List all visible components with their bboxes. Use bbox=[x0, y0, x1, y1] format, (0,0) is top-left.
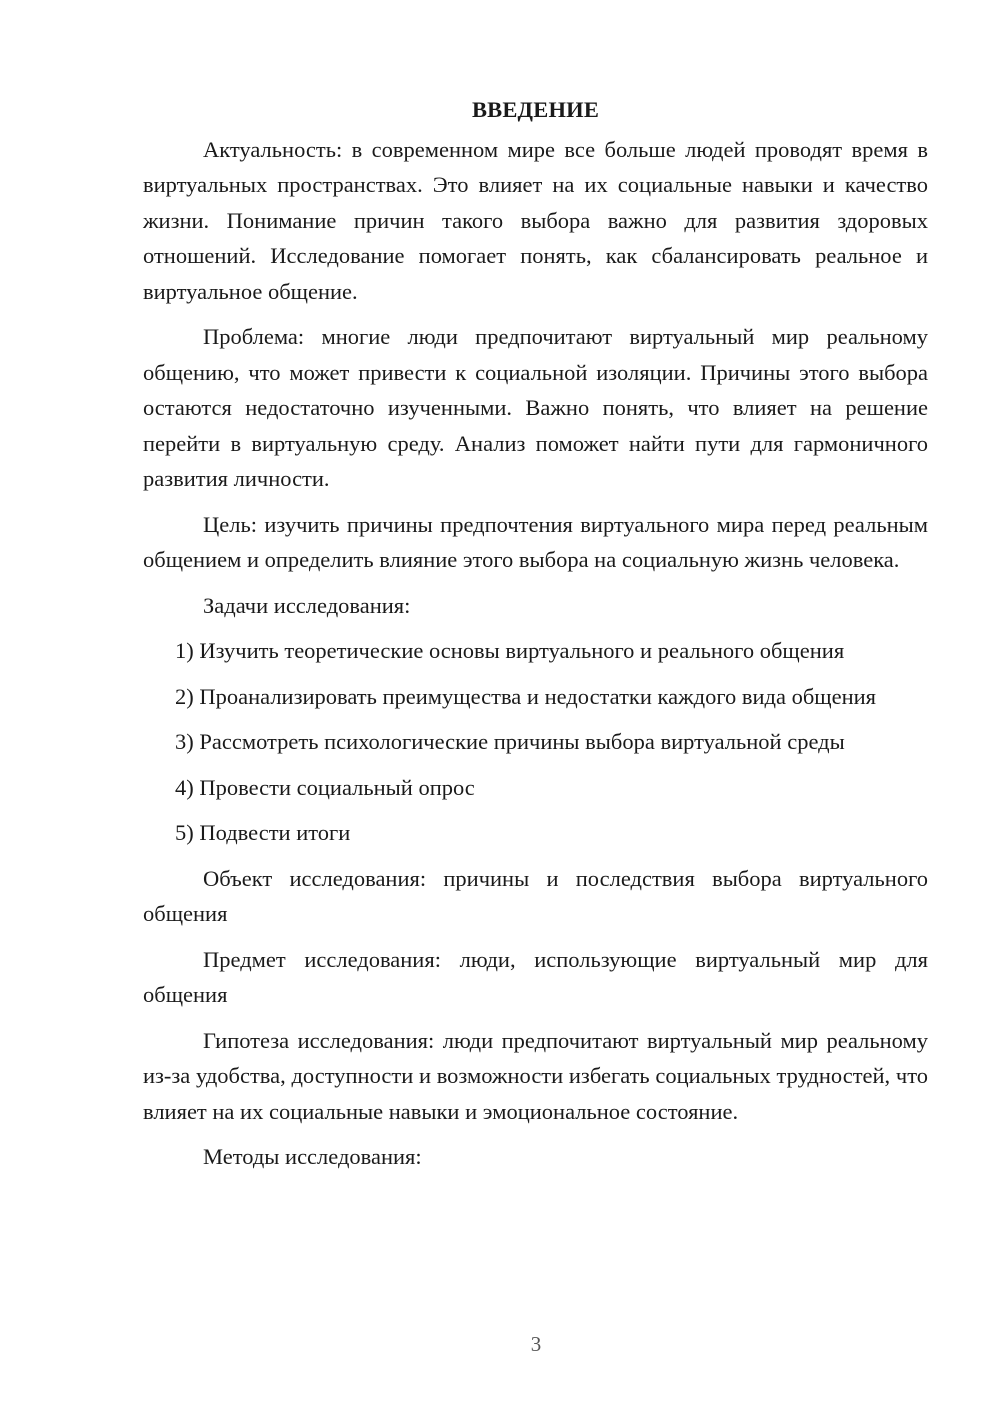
subject-paragraph: Предмет исследования: люди, использующие виртуальный мир для общения bbox=[143, 946, 928, 1007]
task-item-1: 1) Изучить теоретические основы виртуального и реального общения bbox=[175, 638, 845, 663]
section-title: ВВЕДЕНИЕ bbox=[471, 97, 600, 122]
hypothesis-paragraph: Гипотеза исследования: люди предпочитают виртуальный мир реальному из-за удобства, доступности и возможности избегать социальных трудностей, что влияет на их социальные навыки и эмоциональное состояние. bbox=[143, 1027, 928, 1124]
task-item-4: 4) Провести социальный опрос bbox=[175, 774, 475, 800]
relevance-paragraph: Актуальность: в современном мире все больше людей проводят время в виртуальных пространствах. Это влияет на их социальные навыки и качество жизни. Понимание причин такого выбора важно для развития здоровых отношений. Исследование помогает понять, как сбалансировать реальное и виртуальное общение. bbox=[143, 136, 928, 304]
task-item-3: 3) Рассмотреть психологические причины выбора виртуальной среды bbox=[175, 729, 845, 754]
problem-paragraph: Проблема: многие люди предпочитают виртуальный мир реальному общению, что может привести к социальной изоляции. Причины этого выбора остаются недостаточно изученными. Важно понять, что влияет на решение перейти в виртуальную среду. Анализ поможет найти пути для гармоничного развития личности. bbox=[143, 324, 928, 491]
methods-heading: Методы исследования: bbox=[203, 1144, 422, 1169]
tasks-heading: Задачи исследования: bbox=[203, 592, 411, 618]
goal-paragraph: Цель: изучить причины предпочтения виртуального мира перед реальным общением и определить влияние этого выбора на социальную жизнь человека. bbox=[143, 511, 928, 572]
task-item-2: 2) Проанализировать преимущества и недостатки каждого вида общения bbox=[175, 683, 877, 709]
object-paragraph: Объект исследования: причины и последствия выбора виртуального общения bbox=[143, 865, 928, 926]
document-body bbox=[143, 92, 928, 1185]
page-number: 3 bbox=[530, 1332, 542, 1356]
task-item-5: 5) Подвести итоги bbox=[175, 820, 351, 845]
